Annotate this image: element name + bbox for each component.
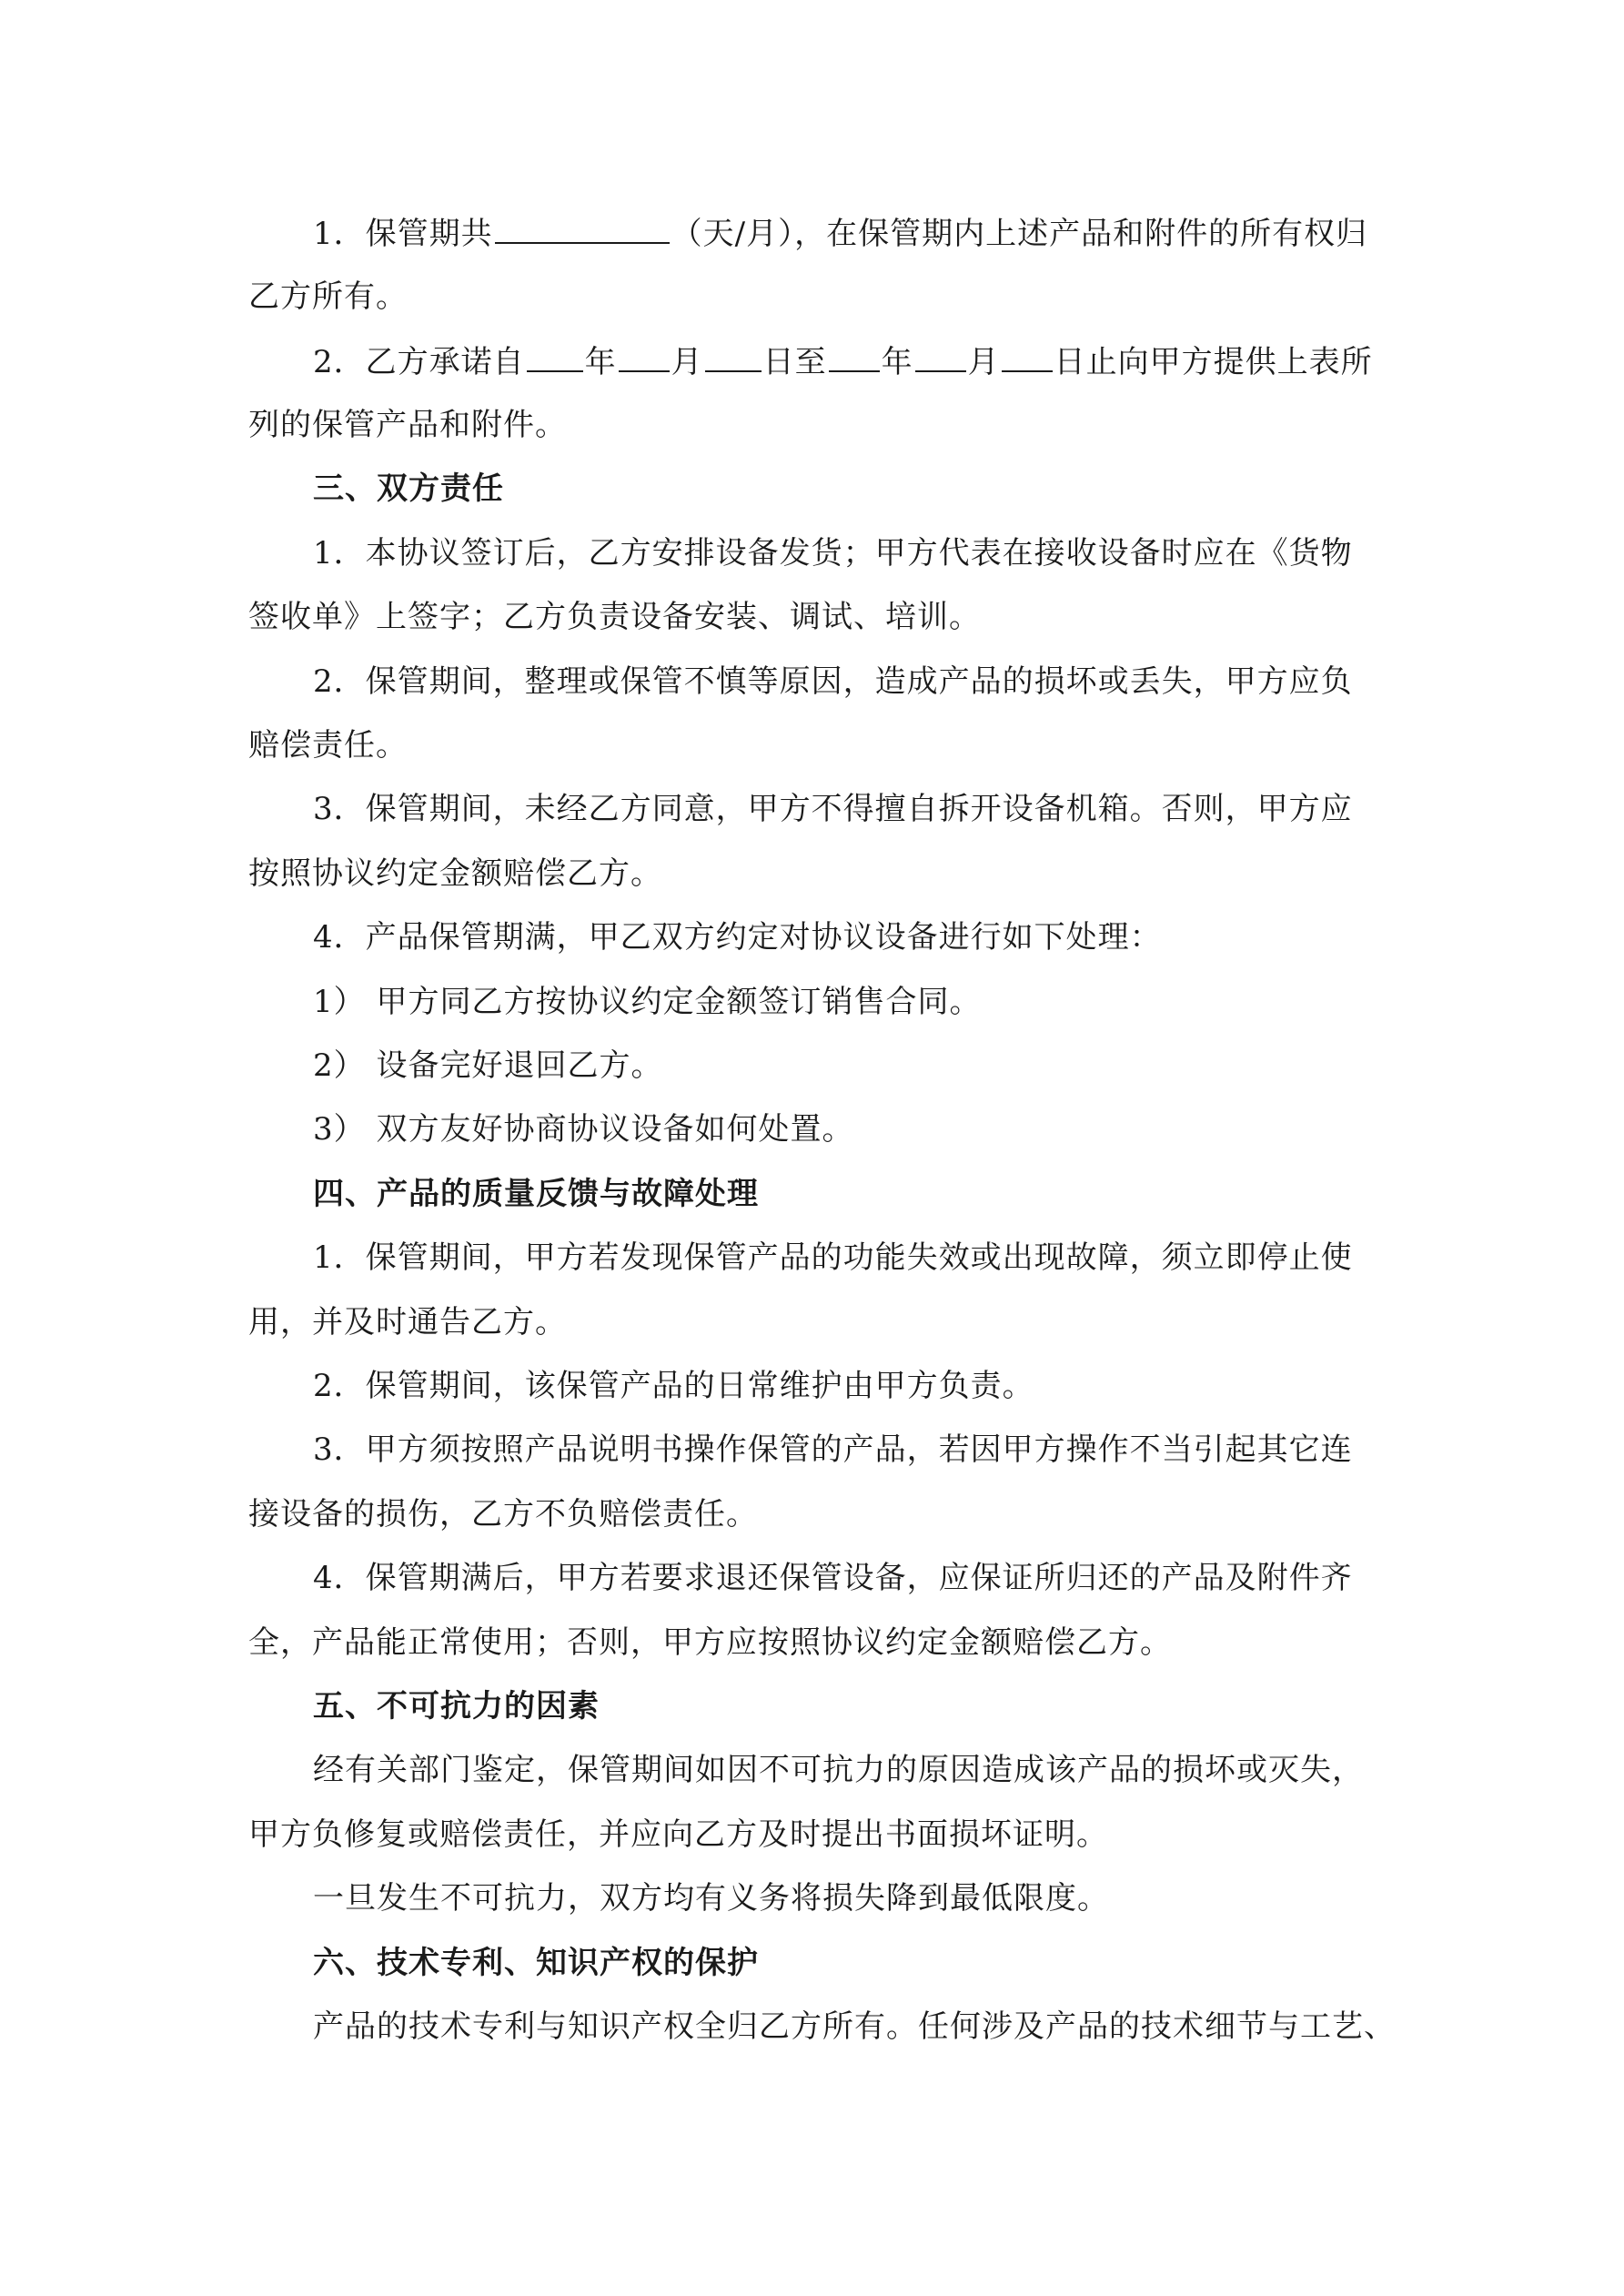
section-5-heading: 五、不可抗力的因素 (313, 1688, 600, 1725)
section-6-heading: 六、技术专利、知识产权的保护 (313, 1945, 759, 1981)
section-3-option-1: 1） 甲方同乙方按协议约定金额签订销售合同。 (313, 984, 982, 1020)
start-day-blank (705, 343, 762, 372)
period-blank (495, 215, 670, 244)
end-month-blank (915, 343, 966, 372)
month-label: 月 (967, 344, 1000, 380)
date-prefix: 2．乙方承诺自 (313, 344, 525, 380)
end-day-blank (1002, 343, 1053, 372)
section-3-option-3: 3） 双方友好协商协议设备如何处置。 (313, 1111, 854, 1148)
clause-period-suffix: （天/月），在保管期内上述产品和附件的所有权归 (671, 216, 1368, 252)
end-year-blank (829, 343, 880, 372)
section-4-p4-line-1: 4．保管期满后，甲方若要求退还保管设备，应保证所归还的产品及附件齐 (313, 1560, 1353, 1596)
section-4-p3-line-2: 接设备的损伤，乙方不负赔偿责任。 (248, 1496, 758, 1532)
month-label: 月 (671, 344, 703, 380)
section-3-p2-line-1: 2．保管期间，整理或保管不慎等原因，造成产品的损坏或丢失，甲方应负 (313, 663, 1353, 700)
section-4-heading: 四、产品的质量反馈与故障处理 (313, 1176, 759, 1212)
section-4-p4-line-2: 全，产品能正常使用；否则，甲方应按照协议约定金额赔偿乙方。 (248, 1624, 1172, 1661)
section-3-p3-line-2: 按照协议约定金额赔偿乙方。 (248, 855, 662, 892)
section-3-heading: 三、双方责任 (313, 470, 504, 507)
section-3-p1-line-1: 1．本协议签订后，乙方安排设备发货；甲方代表在接收设备时应在《货物 (313, 535, 1353, 571)
start-month-blank (619, 343, 670, 372)
section-3-p3-line-1: 3．保管期间，未经乙方同意，甲方不得擅自拆开设备机箱。否则，甲方应 (313, 791, 1353, 827)
start-year-blank (527, 343, 583, 372)
section-3-option-2: 2） 设备完好退回乙方。 (313, 1047, 663, 1084)
clause-period-prefix: 1．保管期共 (313, 216, 493, 252)
section-3-p4: 4．产品保管期满，甲乙双方约定对协议设备进行如下处理： (313, 919, 1162, 956)
section-3-p2-line-2: 赔偿责任。 (248, 727, 408, 764)
section-4-p1-line-1: 1．保管期间，甲方若发现保管产品的功能失效或出现故障，须立即停止使 (313, 1239, 1353, 1276)
section-3-p1-line-2: 签收单》上签字；乙方负责设备安装、调试、培训。 (248, 599, 981, 635)
date-suffix: 日止向甲方提供上表所 (1054, 344, 1373, 380)
section-4-p3-line-1: 3．甲方须按照产品说明书操作保管的产品，若因甲方操作不当引起其它连 (313, 1431, 1353, 1468)
clause-date-line-1 (313, 343, 1373, 379)
year-label: 年 (584, 344, 617, 380)
section-6-p1-line-1: 产品的技术专利与知识产权全归乙方所有。任何涉及产品的技术细节与工艺、 (313, 2008, 1396, 2045)
day-to-label: 日至 (762, 344, 827, 380)
year-label: 年 (881, 344, 913, 380)
clause-period-line-1 (313, 215, 1367, 251)
clause-period-line-2: 乙方所有。 (248, 278, 408, 315)
clause-date-line-2: 列的保管产品和附件。 (248, 407, 567, 443)
section-5-p1-line-2: 甲方负修复或赔偿责任，并应向乙方及时提出书面损坏证明。 (248, 1816, 1108, 1853)
section-5-p2: 一旦发生不可抗力，双方均有义务将损失降到最低限度。 (313, 1880, 1109, 1917)
section-5-p1-line-1: 经有关部门鉴定，保管期间如因不可抗力的原因造成该产品的损坏或灭失， (313, 1752, 1364, 1788)
section-4-p1-line-2: 用，并及时通告乙方。 (248, 1304, 567, 1340)
section-4-p2: 2．保管期间，该保管产品的日常维护由甲方负责。 (313, 1368, 1034, 1404)
